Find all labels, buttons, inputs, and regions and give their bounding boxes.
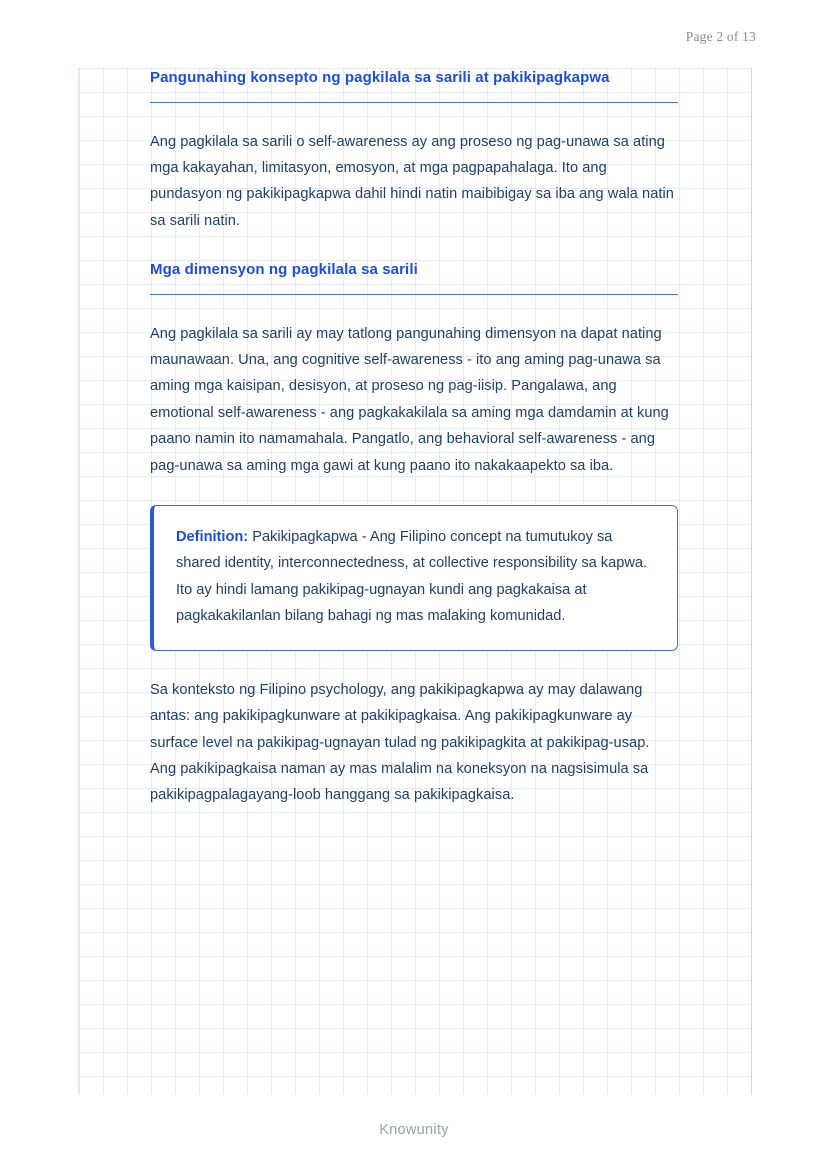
definition-text <box>176 524 657 630</box>
footer-brand: Knowunity <box>379 1122 449 1138</box>
page-number-label: Page 2 of 13 <box>685 29 756 44</box>
spacer <box>150 234 678 260</box>
spacer <box>150 651 678 677</box>
definition-label: Definition: <box>176 529 249 546</box>
section-paragraph-2: Ang pagkilala sa sarili ay may tatlong pangunahing dimensyon na dapat nating maunawaan. Una, ang cognitive self-awareness - ito ang aming pag-unawa sa aming mga kaisipan, desisyon, at proseso ng pag-iisip. Pangalawa, ang emotional self-awareness - ang pagkakakilala sa aming mga damdamin at kung paano namin ito namamahala. Pangatlo, ang behavioral self-awareness - ang pag-unawa sa aming mga gawi at kung paano ito nakakaapekto sa iba. <box>150 325 669 474</box>
section-title-2: Mga dimensyon ng pagkilala sa sarili <box>150 260 678 295</box>
spacer <box>150 479 678 505</box>
section-title-1: Pangunahing konsepto ng pagkilala sa sarili at pakikipagkapwa <box>150 68 678 103</box>
spacer <box>150 295 678 321</box>
document-content <box>150 68 678 809</box>
closing-paragraph: Sa konteksto ng Filipino psychology, ang pakikipagkapwa ay may dalawang antas: ang pakikipagkunware at pakikipagkaisa. Ang pakikipagkunware ay surface level na pakikipag-ugnayan tulad ng pakikipagkita at pakikipag-usap. Ang pakikipagkaisa naman ay mas malalim na koneksyon na nagsisimula sa pakikipagpalagayang-loob hanggang sa pakikipagkaisa. <box>150 681 650 804</box>
spacer <box>150 103 678 129</box>
section-paragraph-1: Ang pagkilala sa sarili o self-awareness ay ang proseso ng pag-unawa sa ating mga kakayahan, limitasyon, emosyon, at mga pagpapahalaga. Ito ang pundasyon ng pakikipagkapwa dahil hindi natin maibibigay sa iba ang wala natin sa sarili natin. <box>150 133 674 229</box>
definition-callout <box>150 505 678 651</box>
definition-body: Pakikipagkapwa - Ang Filipino concept na tumutukoy sa shared identity, interconnectedness, at collective responsibility sa kapwa. Ito ay hindi lamang pakikipag-ugnayan kundi ang pagkakaisa at pagkakakilanlan bilang bahagi ng mas malaking komunidad. <box>176 529 648 625</box>
